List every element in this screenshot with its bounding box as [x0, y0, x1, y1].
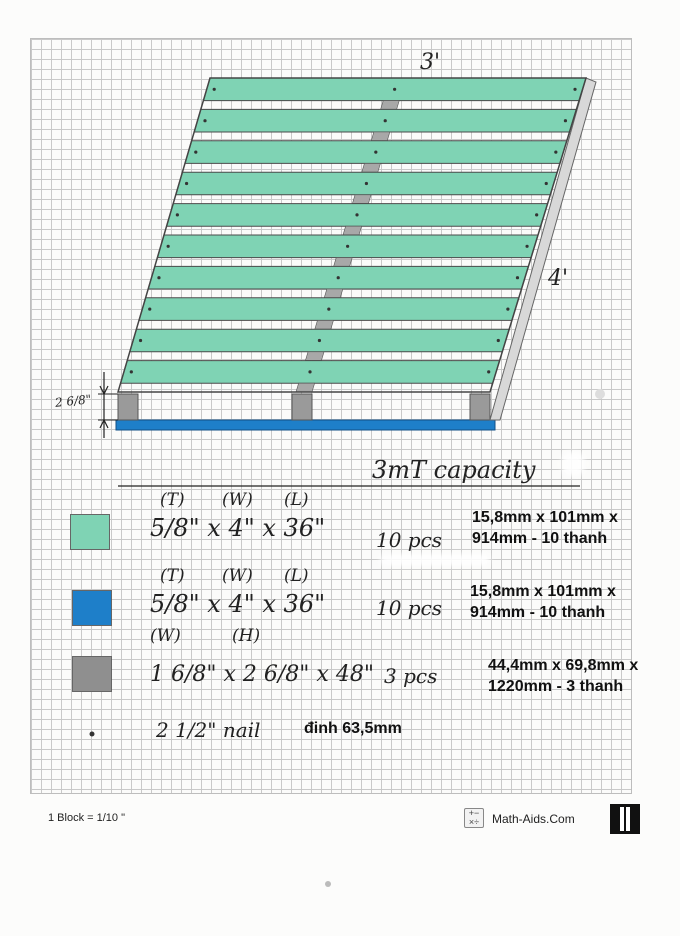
nail-mark — [355, 213, 358, 216]
stringer-gap — [315, 320, 334, 329]
nail-mark — [139, 339, 142, 342]
legend-3-header-w: (W) — [150, 626, 181, 646]
nail-mark — [516, 276, 519, 279]
length-dimension-label: 4' — [548, 266, 569, 291]
stringer-block-left — [118, 394, 138, 420]
nail-mark — [167, 245, 170, 248]
stringer-block-middle — [292, 394, 312, 420]
legend-2-header-t: (T) — [160, 566, 185, 586]
legend-1-header-w: (W) — [222, 490, 253, 510]
nail-mark — [308, 370, 311, 373]
legend-3-qty: 3 pcs — [384, 664, 438, 688]
legend-1-header-l: (L) — [284, 490, 309, 510]
calculator-icon: +− ×÷ — [464, 808, 484, 828]
nail-mark — [535, 213, 538, 216]
nail-mark — [374, 151, 377, 154]
nail-mark — [497, 339, 500, 342]
qr-code-icon — [610, 804, 640, 834]
nail-mark — [157, 276, 160, 279]
width-dimension-label: 3' — [420, 50, 441, 75]
legend-2-qty: 10 pcs — [376, 596, 443, 620]
nail-dot — [90, 732, 95, 737]
legend-3-formula: 1 6/8" x 2 6/8" x 48" — [150, 662, 374, 687]
legend-1-qty: 10 pcs — [376, 528, 443, 552]
nail-mark — [487, 370, 490, 373]
stringer-gap — [352, 195, 371, 204]
stringer-gap — [381, 101, 400, 110]
legend-2-formula: 5/8" x 4" x 36" — [150, 590, 326, 618]
nail-mark — [318, 339, 321, 342]
stringer-gap — [324, 289, 343, 298]
nail-mark — [384, 119, 387, 122]
stringer-block-right — [470, 394, 490, 420]
legend-3-swatch — [72, 656, 112, 692]
nail-mark — [545, 182, 548, 185]
bottom-deck-board — [116, 420, 495, 430]
nail-mark — [506, 308, 509, 311]
legend-1-metric-line2: 914mm - 10 thanh — [472, 530, 608, 547]
nail-mark — [564, 119, 567, 122]
nail-mark — [130, 370, 133, 373]
nail-mark — [176, 213, 179, 216]
stringer-gap — [296, 383, 315, 392]
nail-mark — [148, 308, 151, 311]
nail-mark — [525, 245, 528, 248]
legend-3-metric-line1: 44,4mm x 69,8mm x — [488, 657, 639, 674]
nail-mark — [554, 151, 557, 154]
nail-mark — [185, 182, 188, 185]
legend-3-metric-line2: 1220mm - 3 thanh — [488, 678, 624, 695]
stringer-gap — [362, 163, 381, 172]
legend-3-header-h: (H) — [232, 626, 261, 646]
nail-mark — [213, 88, 216, 91]
stringer-gap — [305, 352, 324, 361]
height-dimension-label: 2 6/8" — [54, 392, 92, 410]
legend-2-metric-line2: 914mm - 10 thanh — [470, 604, 606, 621]
legend-1-swatch — [70, 514, 110, 550]
nail-mark — [203, 119, 206, 122]
legend-2-header-w: (W) — [222, 566, 253, 586]
nail-mark — [327, 308, 330, 311]
legend-2-header-l: (L) — [284, 566, 309, 586]
nail-label: 2 1/2" nail — [156, 718, 261, 742]
nail-metric: đinh 63,5mm — [304, 720, 402, 737]
stringer-gap — [343, 226, 362, 235]
legend-1-header-t: (T) — [160, 490, 185, 510]
scale-note: 1 Block = 1/10 " — [48, 812, 125, 824]
legend-2-metric-line1: 15,8mm x 101mm x — [470, 583, 616, 600]
stringer-gap — [371, 132, 390, 141]
legend-1-formula: 5/8" x 4" x 36" — [150, 514, 326, 542]
nail-mark — [346, 245, 349, 248]
nail-mark — [573, 88, 576, 91]
legend-2-swatch — [72, 590, 112, 626]
nail-mark — [337, 276, 340, 279]
nail-mark — [194, 151, 197, 154]
legend-1-metric-line1: 15,8mm x 101mm x — [472, 509, 618, 526]
brand-label: Math-Aids.Com — [492, 812, 575, 826]
capacity-label: 3mT capacity — [372, 456, 536, 484]
nail-mark — [365, 182, 368, 185]
stringer-gap — [334, 258, 353, 267]
nail-mark — [393, 88, 396, 91]
